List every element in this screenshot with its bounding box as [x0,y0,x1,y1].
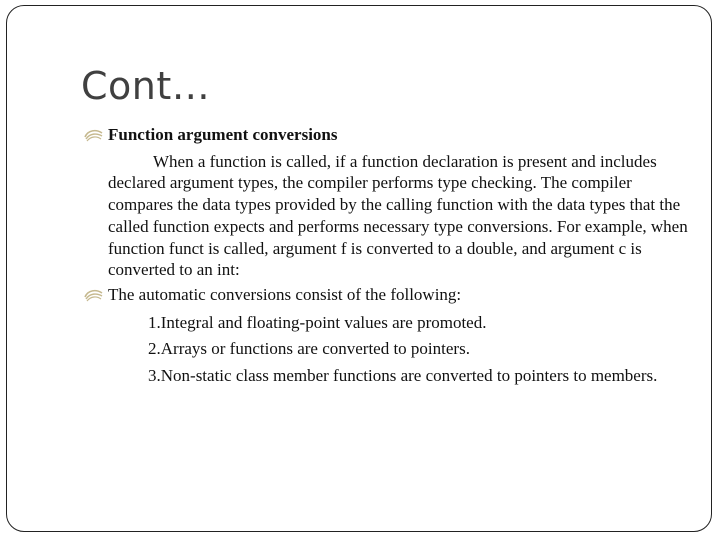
bullet-item-automatic-conversions [83,284,695,306]
bullet-heading: Function argument conversions [108,125,338,144]
bullet-paragraph: When a function is called, if a function declaration is present and includes declared argument types, the compiler performs type checking. The compiler compares the data types provided by the calling function with the data types that the called function expects and performs necessary type conversions. For example, when function funct is called, argument f is converted to a double, and argument c is converted to an int: [108,151,688,280]
list-item: 1.Integral and floating-point values are promoted. [148,312,487,332]
list-item: 2.Arrays or functions are converted to pointers. [148,339,470,359]
slide-frame [6,5,712,532]
swirl-bullet-icon [83,284,105,306]
bullet-text: The automatic conversions consist of the following: [108,284,462,304]
slide-body [83,124,695,387]
swirl-bullet-icon [83,124,105,146]
slide-title: Cont… [81,64,211,108]
bullet-item-function-argument-conversions [83,124,695,146]
list-item: 3.Non-static class member functions are converted to pointers to members. [148,366,658,386]
